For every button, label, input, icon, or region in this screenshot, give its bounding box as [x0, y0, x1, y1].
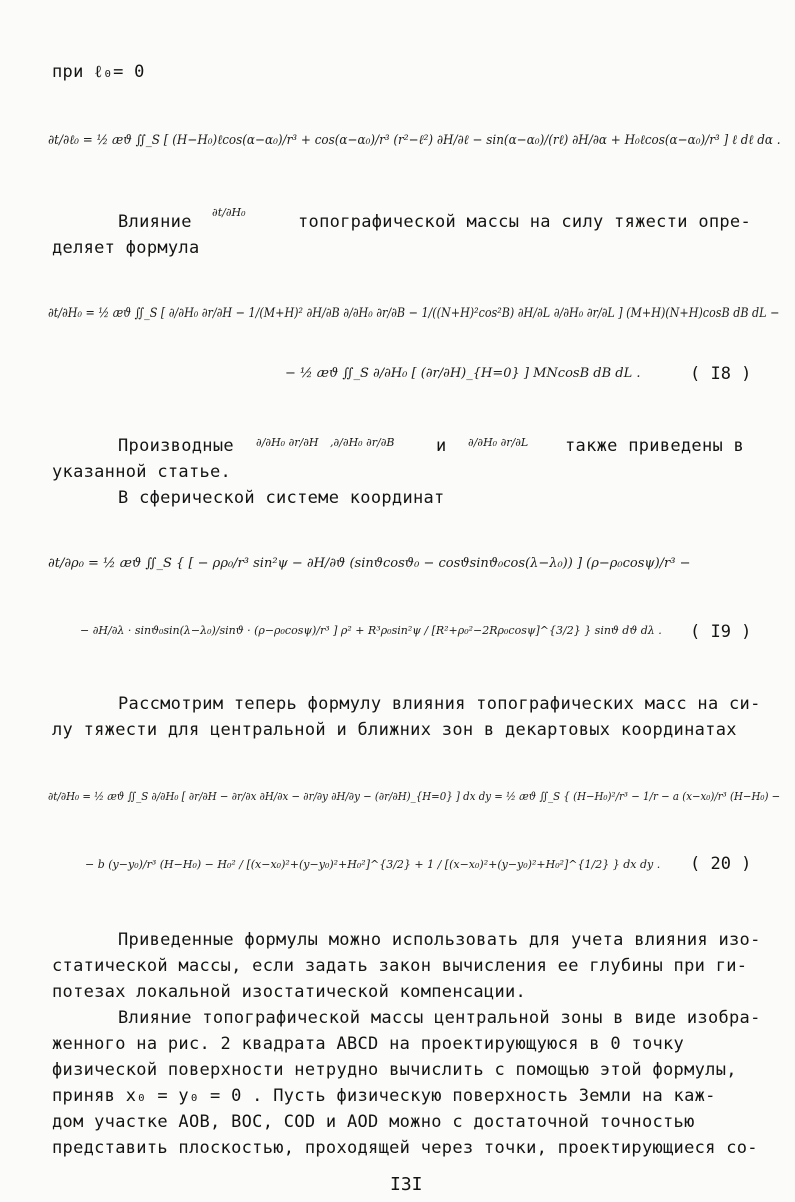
equation-18-number: ( I8 ) [690, 364, 752, 384]
equation-19-line2: − ∂H/∂λ · sinϑ₀sin(λ−λ₀)/sinϑ · (ρ−ρ₀cosψ)/r³ ] ρ² + R³ρ₀sin²ψ / [R²+ρ₀²−2Rρ₀cosψ]^{3/2} } sinϑ dϑ dλ . [80, 624, 662, 637]
equation-18-line1: ∂t/∂H₀ = ½ æϑ ∬_S [ ∂/∂H₀ ∂r/∂H − 1/(M+H)² ∂H/∂B ∂/∂H₀ ∂r/∂B − 1/((N+H)²cos²B) ∂H/∂L ∂/∂H₀ ∂r/∂L ] (M+H)(N+H)cosB dB dL − [48, 306, 780, 321]
para2-line2: указанной статье. [52, 462, 232, 482]
para6-line4: приняв x₀ = y₀ = 0 . Пусть физическую поверхность Земли на каж- [52, 1086, 716, 1106]
para1-line2: деляет формула [52, 238, 200, 258]
para6-line5: дом участке AOB, BOC, COD и AOD можно с достаточной точностью [52, 1112, 695, 1132]
equation-19-number: ( I9 ) [690, 622, 752, 642]
para2-word-c: также приведены в [565, 436, 745, 456]
equation-19-line1: ∂t/∂ρ₀ = ½ æϑ ∬_S { [ − ρρ₀/r³ sin²ψ − ∂H/∂ϑ (sinϑcosϑ₀ − cosϑsinϑ₀cos(λ−λ₀)) ] (ρ−ρ₀cosψ)/r³ − [48, 556, 691, 571]
equation-20-line2: − b (y−y₀)/r³ (H−H₀) − H₀² / [(x−x₀)²+(y−y₀)²+H₀²]^{3/2} + 1 / [(x−x₀)²+(y−y₀)²+H₀²]^{1/2} } dx dy . [85, 858, 661, 871]
para3-line1: В сферической системе координат [118, 488, 445, 508]
para2-word-a: Производные [118, 436, 234, 456]
para5-line3: потезах локальной изостатической компенсации. [52, 982, 527, 1002]
para6-line3: физической поверхности нетрудно вычислить с помощью этой формулы, [52, 1060, 737, 1080]
top-fragment: при ℓ₀= 0 [52, 62, 145, 82]
para1-fraction: ∂t/∂H₀ [212, 206, 246, 219]
equation-20-line1: ∂t/∂H₀ = ½ æϑ ∬_S ∂/∂H₀ [ ∂r/∂H − ∂r/∂x ∂H/∂x − ∂r/∂y ∂H/∂y − (∂r/∂H)_{H=0} ] dx dy = ½ æϑ ∬_S { (H−H₀)²/r³ − 1/r − a (x−x₀)/r³ (H−H₀) − [48, 790, 781, 803]
para1-rest: топографической массы на силу тяжести опре- [298, 212, 751, 232]
para2-fraction-3: ∂/∂H₀ ∂r/∂L [468, 436, 529, 449]
para2-fraction-1: ∂/∂H₀ ∂r/∂H [256, 436, 319, 449]
para6-line6: представить плоскостью, проходящей через точки, проектирующиеся со- [52, 1138, 758, 1158]
para6-line2: женного на рис. 2 квадрата ABCD на проектирующуюся в 0 точку [52, 1034, 685, 1054]
equation-18-line2: − ½ æϑ ∬_S ∂/∂H₀ [ (∂r/∂H)_{H=0} ] MNcosB dB dL . [285, 366, 641, 381]
para2-fraction-2: ,∂/∂H₀ ∂r/∂B [330, 436, 395, 449]
para4-line2: лу тяжести для центральной и ближних зон в декартовых координатах [52, 720, 737, 740]
para2-word-b: и [436, 436, 447, 456]
para5-line2: статической массы, если задать закон вычисления ее глубины при ги- [52, 956, 748, 976]
equation-20-number: ( 20 ) [690, 854, 752, 874]
equation-dl: ∂t/∂ℓ₀ = ½ æϑ ∬_S [ (H−H₀)ℓcos(α−α₀)/r³ + cos(α−α₀)/r³ (r²−ℓ²) ∂H/∂ℓ − sin(α−α₀)/(rℓ) ∂H/∂α + H₀ℓcos(α−α₀)/r³ ] ℓ dℓ dα . [48, 133, 781, 148]
para6-line1: Влияние топографической массы центральной зоны в виде изобра- [118, 1008, 761, 1028]
para1-word: Влияние [118, 212, 192, 232]
page-number: I3I [390, 1174, 423, 1195]
para4-line1: Рассмотрим теперь формулу влияния топографических масс на си- [118, 694, 761, 714]
para5-line1: Приведенные формулы можно использовать для учета влияния изо- [118, 930, 761, 950]
